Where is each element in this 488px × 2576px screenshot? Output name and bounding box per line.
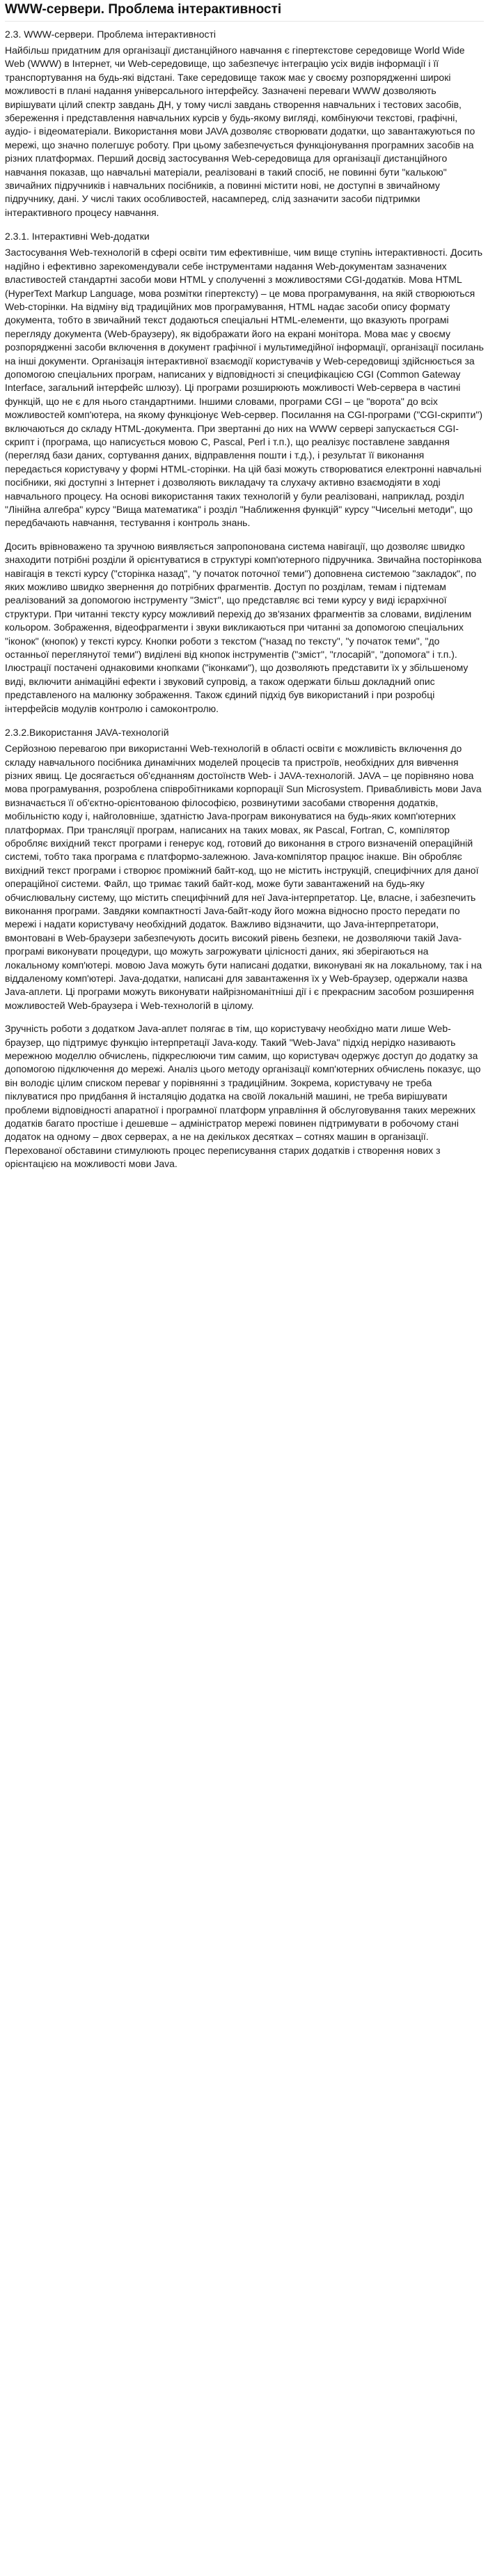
section-heading: 2.3.1. Інтерактивні Web-додатки [5,231,150,242]
section-heading: 2.3. WWW-сервери. Проблема інтерактивності [5,29,217,40]
document-body [5,27,484,1171]
title-divider [5,21,484,22]
title-block [5,1,484,22]
section-heading: 2.3.2.Використання JAVA-технологій [5,727,169,739]
paragraph: Зручність роботи з додатком Java-аплет полягає в тім, що користувачу необхідно мати лише Web-браузер, що підтримує функцію інтерпретації Java-коду. Такий "Web-Java" підхід нерідко називають мережною моделлю обчислень, підкреслюючи тим самим, що користувач одержує доступ до додатку за допомогою підключення до мережі. Аналіз цього методу організації комп'ютерних обчислень показує, що він володіє цілим списком переваг у порівнянні з традиційним. Зокрема, користувачу не треба піклуватися про придбання й інсталяцію додатка на своїй локальній машині, не треба вирішувати проблеми відповідності апаратної і програмної платформ управління й обслуговування таких мережних додатків багато простіше і дешевше – адміністратор мережі повинен підтримувати в робочому стані додаток на одному – двох серверах, а не на декількох десятках – сотнях машин в організації. Перехованої обставини стимулюють процес переписування старих додатків і створення нових з орієнтацією на можливості мови Java. [5,1023,481,1170]
paragraph: Застосування Web-технологій в сфері освіти тим ефективніше, чим вище ступінь інтерактивності. Досить надійно і ефективно зарекомендували себе інструментами надання Web-документам зазначених властивостей стандартні засоби мови HTML у сполученні з можливостями CGI-додатків. Мова HTML (HyperText Markup Language, мова розмітки гіпертексту) – це мова програмування, на якій створюються Web-сторінки. На відміну від традиційних мов програмування, HTML надає засоби опису формату документа, тобто в звичайний текст додаються спеціальні HTML-елементи, що вказують програмі перегляду документа (Web-браузеру), як відображати його на екрані монітора. Мова має у своєму розпорядженні засоби включення в документ графічної і мультимедійної інформації, організації посилань на інші документи. Організація інтерактивної взаємодії користувачів у Web-середовищі здійснюється за допомогою спеціальних програм, написаних у відповідності зі специфікацією CGI (Common Gateway Interface, загальний інтерфейс шлюзу). Ці програми розширюють можливості Web-сервера в частині функцій, що не є для нього стандартними. Іншими словами, програми CGI – це "ворота" до всіх можливостей комп'ютера, на якому функціонує Web-сервер. Посилання на CGI-програми ("CGI-скрипти") включаються до складу HTML-документа. При звертанні до них на WWW сервері запускається CGI-скрипт і (програма, що написується мовою C, Pascal, Perl і т.п.), що реалізує поставлене завдання (перегляд бази даних, сортування даних, відправлення пошти і т.д.), і результат її виконання передається користувачу у формі HTML-сторінки. На цій базі можуть створюватися електронні навчальні посібники, які доступні з Інтернет і дозволяють викладачу та слухачу активно взаємодіяти в ході навчального процесу. На основі використання таких технологій у були реалізовані, наприклад, розділ "Лінійна алгебра" курсу "Вища математика" і розділ "Наближення функцій" курсу "Чисельні методи", що передбачають навчання, тестування і контроль знань. [5,247,484,529]
paragraph: Найбільш придатним для організації дистанційного навчання є гіпертекстове середовище World Wide Web (WWW) в Інтернет, чи Web-середовище, що забезпечує інтеграцію усіх видів інформації і її транспортування на будь-які відстані. Таке середовище також має у своєму розпорядженні широкі можливості в плані надання універсального інтерфейсу. Зазначені переваги WWW дозволяють вирішувати цілий спектр завдань ДН, у тому числі завдань створення навчальних і тестових засобів, збереження і представлення навчальних курсів у будь-якому вигляді, комбінуючи текстові, графічні, аудіо- і відеоматеріали. Використання мови JAVA дозволяє створювати додатки, що завантажуються по мережі, що значно полегшує роботу. При цьому забезпечується функціонування програмних засобів на різних платформах. Перший досвід застосування Web-середовища для організації дистанційного навчання показав, що навчальні матеріали, реалізовані в такий спосіб, не повинні бути "калькою" звичайних підручників і навчальних посібників, а повинні містити нові, не доступні в звичайному підручнику, дані. У числі таких особливостей, насамперед, слід зазначити засоби підтримки інтерактивного процесу навчання. [5,45,475,218]
paragraph: Досить врівноважено та зручною виявляється запропонована система навігації, що дозволяє швидко знаходити потрібні розділи й орієнтуватися в структурі комп'ютерного підручника. Звичайна посторінкова навігація в тексті курсу ("сторінка назад", "у початок поточної теми") доповнена системою "закладок", по яких можливо швидко звернення до потрібних фрагментів. Доступ по розділам, темам і підтемам реалізований за допомогою інструменту "Зміст", що представляє всі теми курсу у виді ієрархічної структури. При читанні тексту курсу можливий перехід до зв'язаних фрагментів за словами, виділеним кольором. Зображення, відеофрагменти і звуки викликаються при читанні за допомогою спеціальних "іконок" (кнопок) у тексті курсу. Кнопки роботи з текстом ("назад по тексту", "у початок теми", "до останньої переглянутої теми") виділені від кнопок інструментів ("зміст", "глосарій", "допомога" і т.п.). Ілюстрації постачені однаковими кнопками ("іконками"), що дозволяють представити їх у збільшеному виді, включити анімаційні ефекти і звуковий супровід, а також одержати більш докладний опис представленого на малюнку зображення. Також єдиний підхід був використаний і при розробці інтерфейсів модулів контролю і самоконтролю. [5,540,482,714]
page-title: WWW-сервери. Проблема інтерактивності [5,2,282,17]
paragraph: Серйозною перевагою при використанні Web-технологій в області освіти є можливість включення до складу навчального посібника динамічних моделей процесів та пристроїв, необхідних для вивчення різних явищ. Це досягається об'єднанням достоїнств Web- і JAVA-технологій. JAVA – це порівняно нова мова програмування, розроблена співробітниками корпорації Sun Microsystem. Привабливість мови Java визначається її об'єктно-орієнтованою філософією, розвинутими засобами створення додатків, мобільністю коду і, найголовніше, здатністю Java-програм виконуватися на будь-яких комп'ютерних платформах. При трансляції програм, написаних на таких мовах, як Pascal, Fortran, C, компілятор обробляє вихідний текст програми і генерує код, готовий до виконання в строго визначеній операційній системі, тобто така програма є платформо-залежною. Java-компілятор працює інакше. Він обробляє вихідний текст програми і створює проміжний байт-код, що не містить інструкцій, специфічних для даної операційної системи. Файл, що тримає такий байт-код, може бути завантажений на будь-яку обчислювальну систему, що містить специфічний для неї Java-інтерпретатор. Це, власне, і забезпечить виконання програми. Завдяки компактності Java-байт-коду його можна відносно просто передати по мережі і надати користувачу необхідний додаток. Важливо відзначити, що Java-інтерпретатори, вмонтовані в Web-браузери забезпечують досить високий рівень безпеки, не дозволяючи такій Java-програмі виконувати процедури, що можуть загрожувати цілісності даних, які зберігаються на локальному комп'ютері. мовою Java можуть бути написані додатки, виконувані як на локальному, так і на віддаленому комп'ютері. Java-додатки, написані для завантаження їх у Web-браузер, одержали назва Java-аплети. Ці програми можуть виконувати найрізноманітніші дії і є прекрасним засобом розширення можливостей Web-браузера і Web-технологій в цілому. [5,743,482,1011]
